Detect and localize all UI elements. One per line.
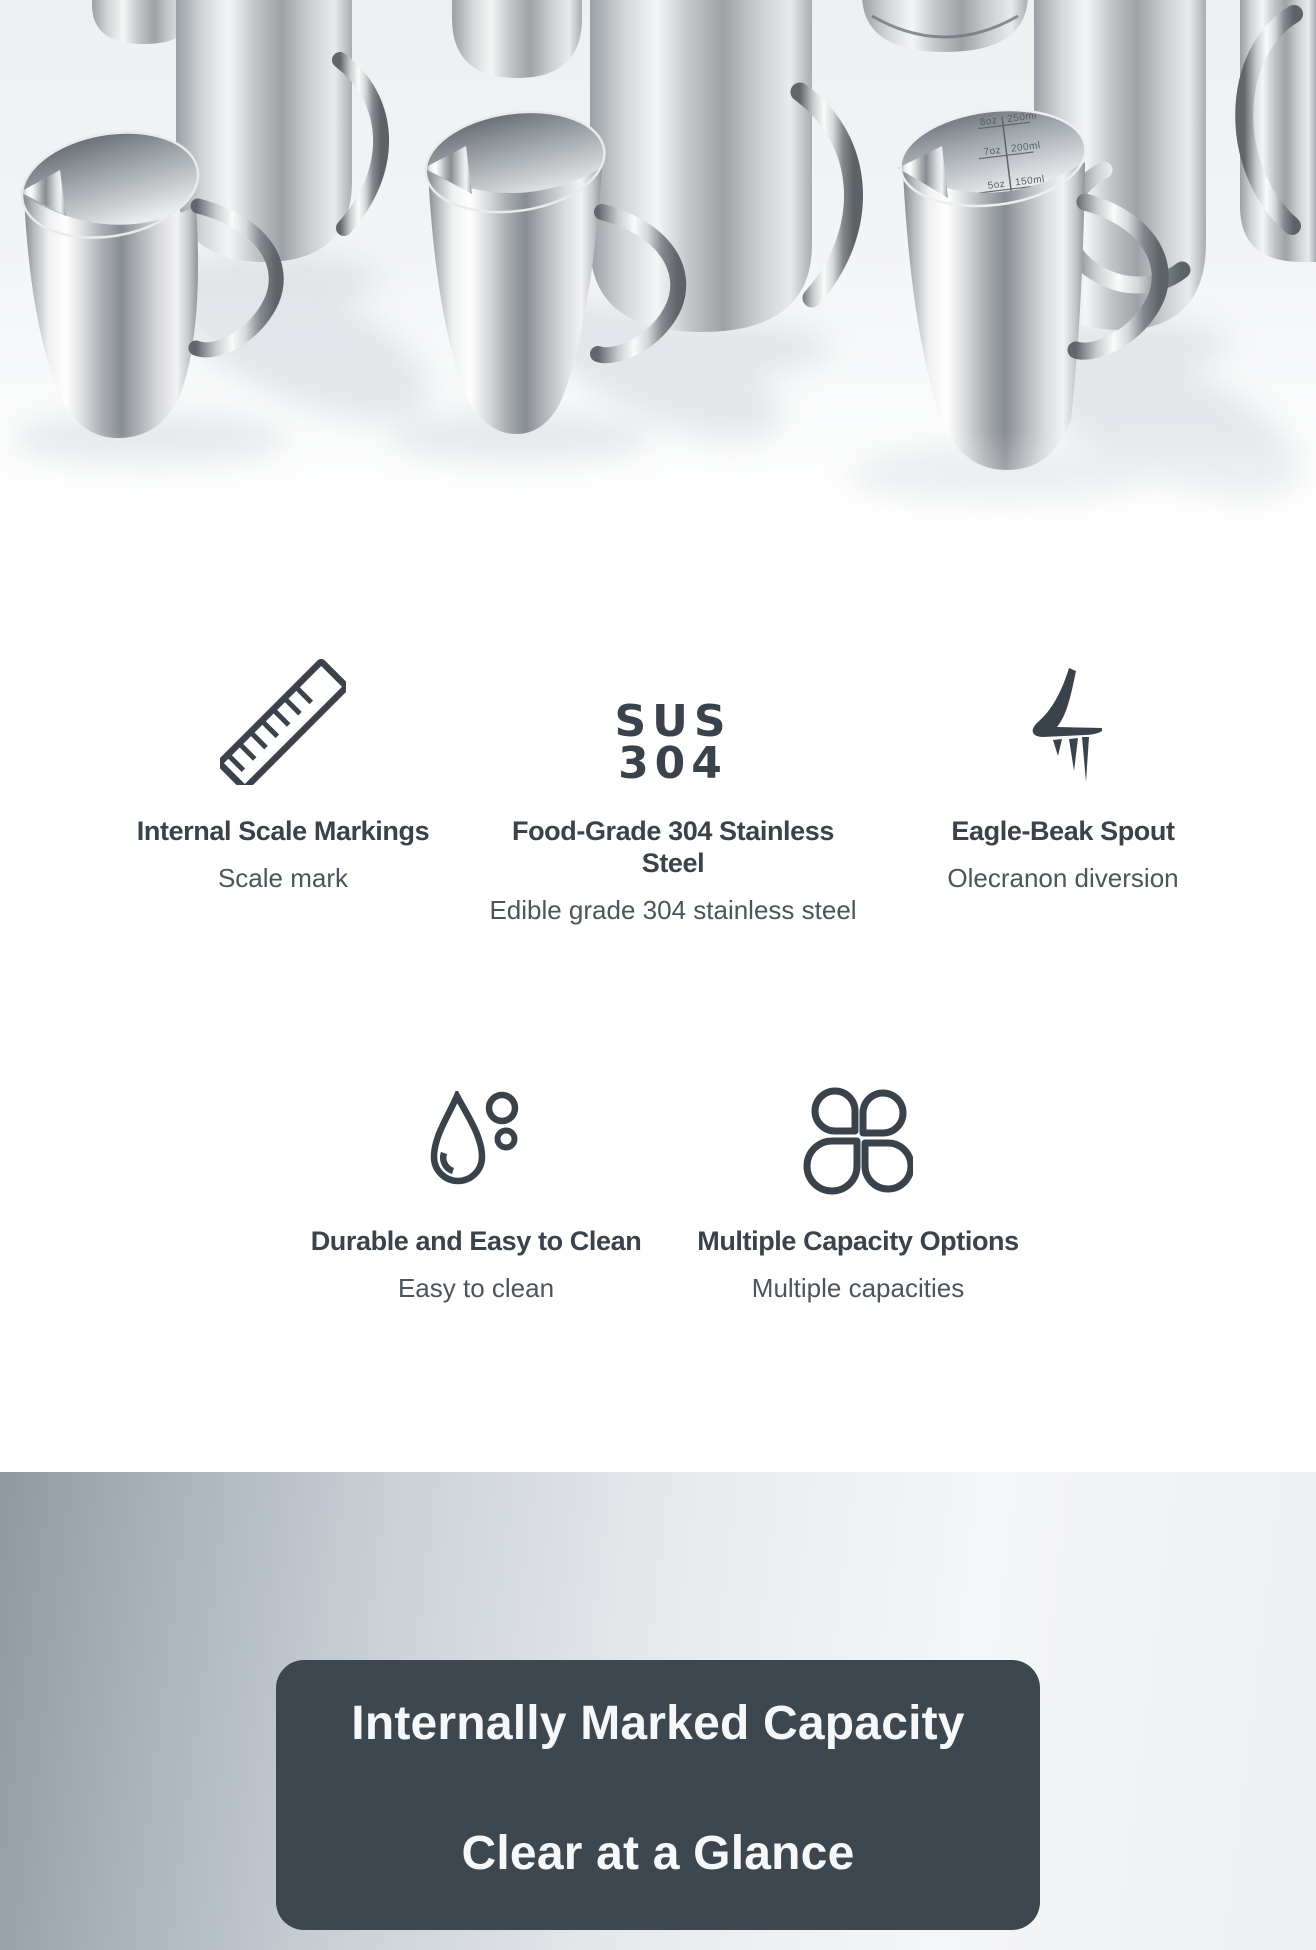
sus304-badge-top: SUS (614, 696, 732, 747)
capacity-banner (276, 1660, 1040, 1930)
scale-label-ml-1: 250ml (1006, 110, 1038, 125)
feature-multiple-capacities (667, 1080, 1049, 1303)
scale-label-oz-2: 7oz (982, 144, 1002, 159)
feature-subtitle: Scale mark (217, 863, 349, 893)
scale-label-oz-3: 5oz (987, 178, 1006, 192)
feature-row-1 (88, 660, 1316, 925)
scale-label-oz-1: 8oz (979, 115, 999, 129)
feature-subtitle: Multiple capacities (751, 1273, 965, 1303)
feature-title: Food-Grade 304 Stainless Steel (511, 816, 834, 878)
feature-internal-scale (88, 660, 478, 925)
back-pitcher-2 (590, 0, 812, 332)
feature-subtitle: Olecranon diversion (947, 863, 1179, 893)
feature-subtitle: Easy to clean (397, 1273, 555, 1303)
capacity-shapes-icon (803, 1085, 913, 1195)
eagle-beak-spout-icon (1023, 665, 1103, 785)
feature-title: Multiple Capacity Options (697, 1226, 1019, 1256)
scale-label-ml-3: 150ml (1014, 173, 1046, 189)
feature-title: Internal Scale Markings (136, 816, 430, 846)
feature-food-grade-steel (478, 660, 868, 925)
hero-photo (0, 0, 1316, 620)
bottom-gradient-section (0, 1472, 1316, 1950)
back-pitcher-1 (176, 0, 352, 262)
feature-eagle-beak-spout (868, 660, 1258, 925)
sus304-badge (614, 696, 732, 789)
feature-subtitle: Edible grade 304 stainless steel (489, 895, 857, 925)
feature-title: Eagle-Beak Spout (951, 816, 1175, 846)
water-drop-icon (426, 1091, 526, 1195)
feature-row-2 (285, 1080, 1316, 1303)
scale-label-ml-2: 200ml (1010, 140, 1042, 155)
banner-line-1: Internally Marked Capacity (351, 1697, 965, 1750)
ruler-icon (220, 659, 346, 785)
sus304-badge-bottom: 304 (618, 738, 728, 789)
feature-easy-to-clean (285, 1080, 667, 1303)
hero-bottom-fade (0, 430, 1316, 620)
banner-line-2: Clear at a Glance (461, 1827, 855, 1880)
feature-title: Durable and Easy to Clean (310, 1226, 642, 1256)
